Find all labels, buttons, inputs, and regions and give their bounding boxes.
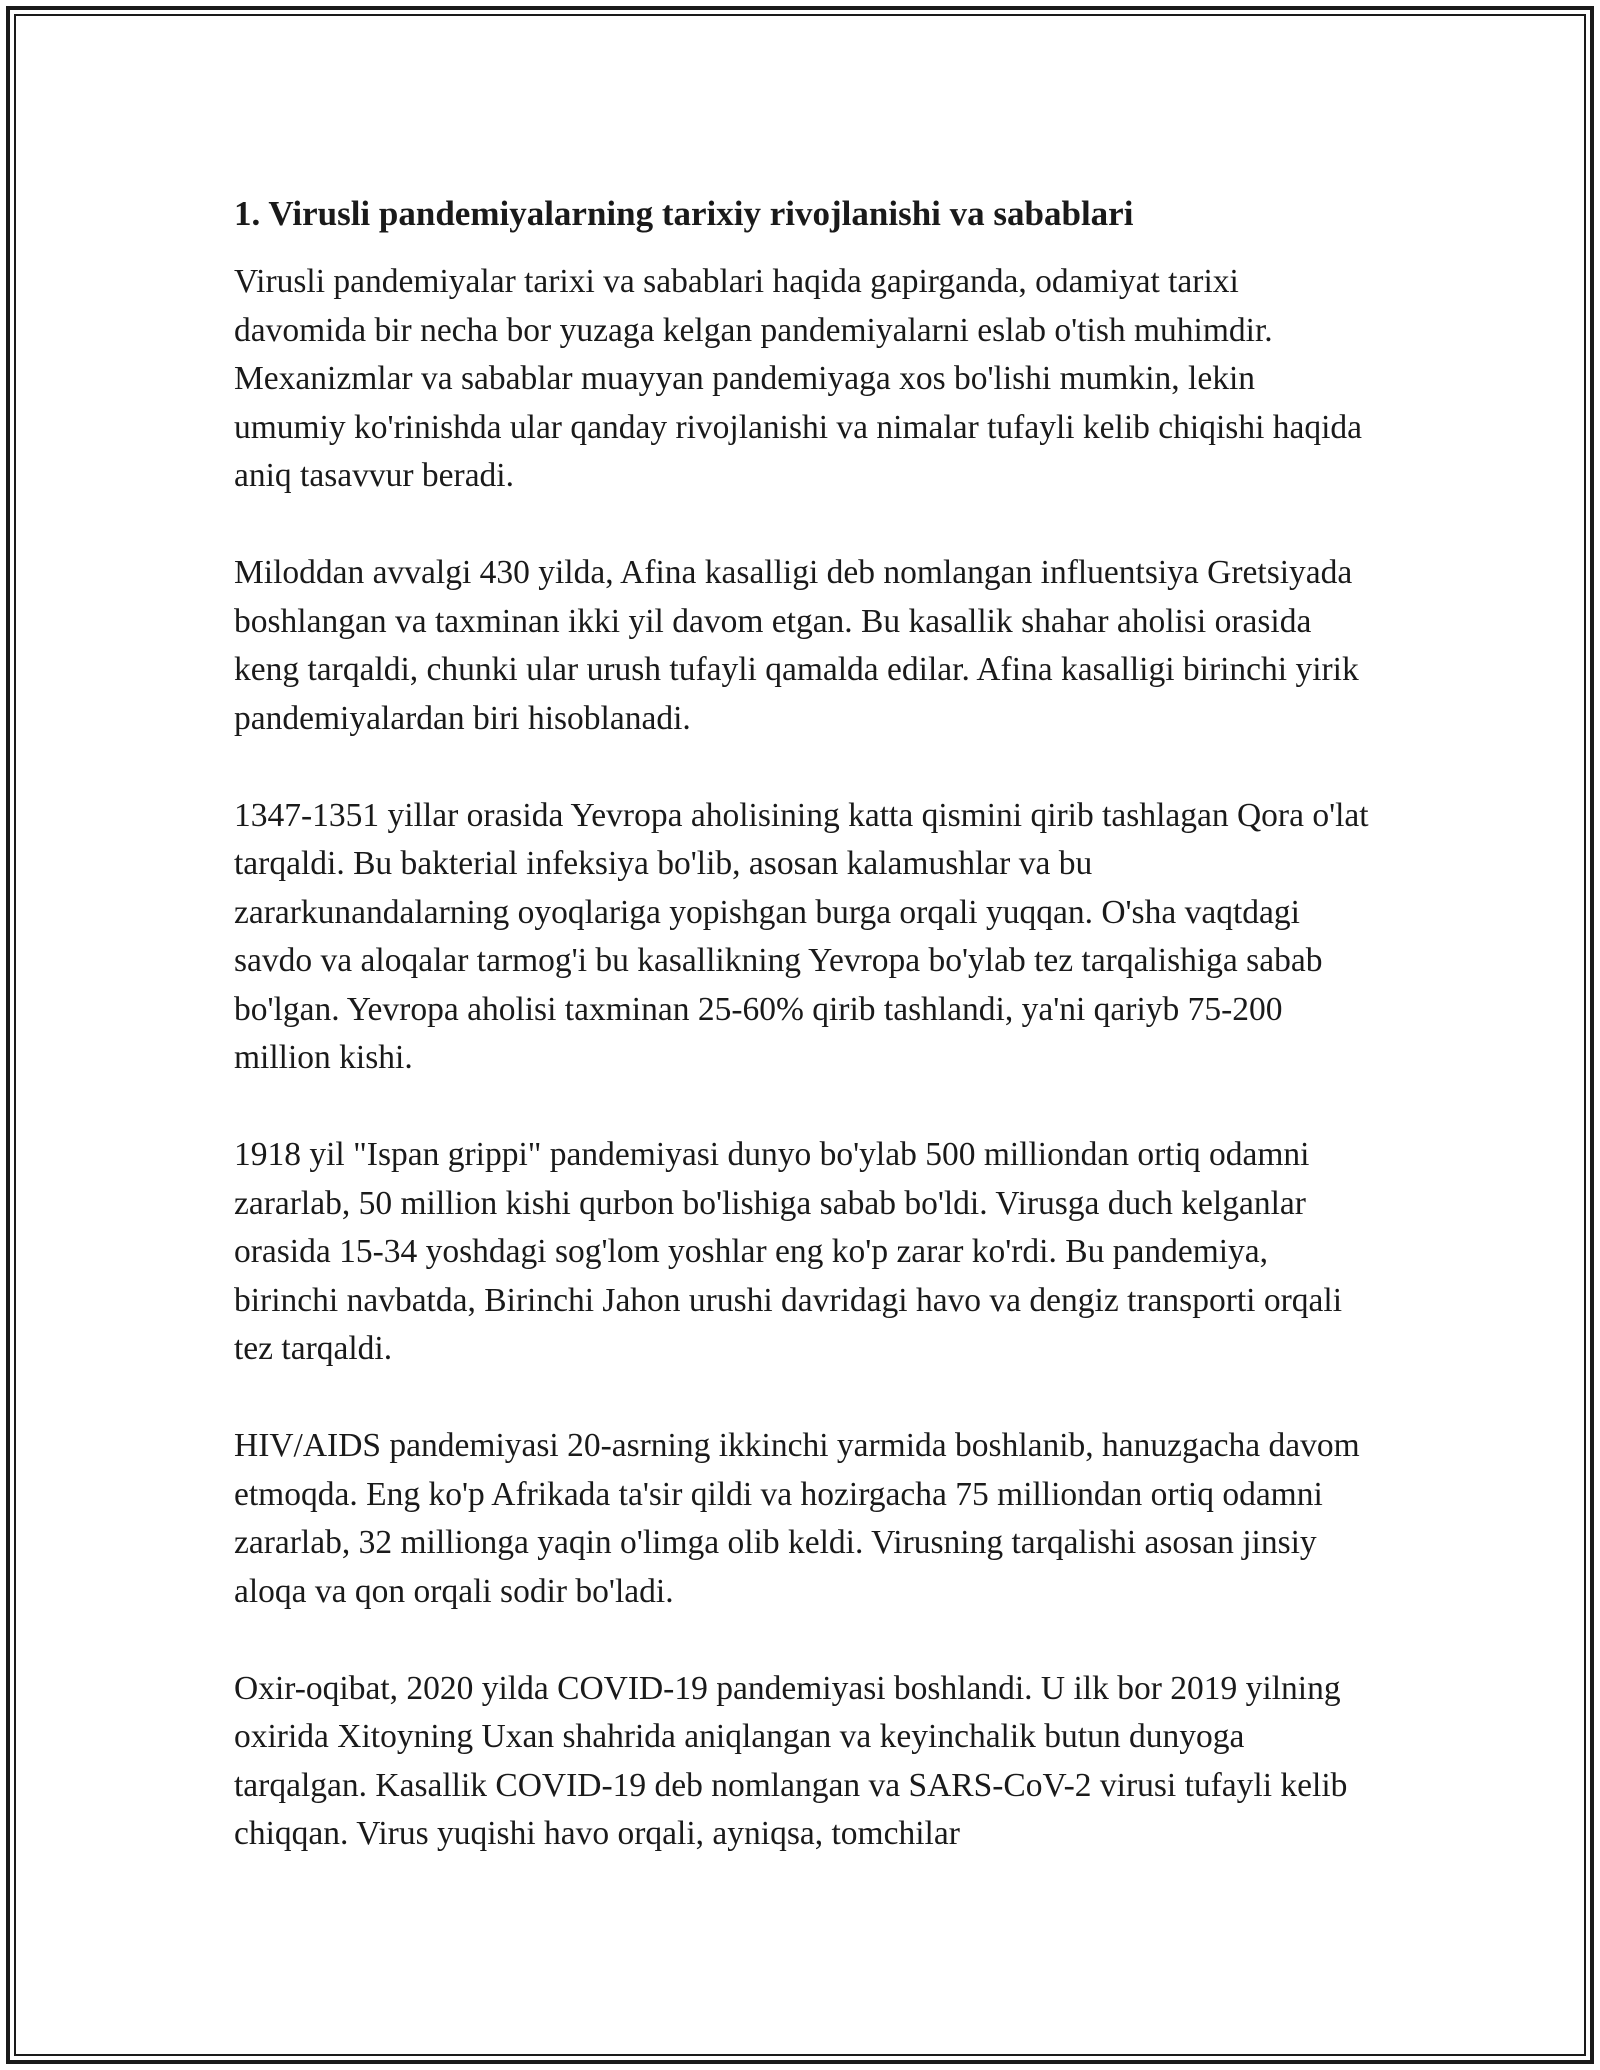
paragraph-hiv-aids: HIV/AIDS pandemiyasi 20-asrning ikkinchi yarmida boshlanib, hanuzgacha davom etmoqda. Eng ko'p Afrikada ta'sir qildi va hozirgacha 75 milliondan ortiq odamni zararlab, 32 millionga yaqin o'limga olib keldi. Virusning tarqalishi asosan jinsiy aloqa va qon orqali sodir bo'ladi. (234, 1427, 1360, 1610)
section-heading: 1. Virusli pandemiyalarning tarixiy rivojlanishi va sabablari (234, 194, 1134, 233)
paragraph-intro: Virusli pandemiyalar tarixi va sabablari haqida gapirganda, odamiyat tarixi davomida bir necha bor yuzaga kelgan pandemiyalarni eslab o'tish muhimdir. Mexanizmlar va sabablar muayyan pandemiyaga xos bo'lishi mumkin, lekin umumiy ko'rinishda ular qanday rivojlanishi va nimalar tufayli kelib chiqishi haqida aniq tasavvur beradi. (234, 263, 1363, 494)
paragraph-black-death: 1347-1351 yillar orasida Yevropa aholisining katta qismini qirib tashlagan Qora o'lat tarqaldi. Bu bakterial infeksiya bo'lib, asosan kalamushlar va bu zararkunandalarning oyoqlariga yopishgan burga orqali yuqqan. O'sha vaqtdagi savdo va aloqalar tarmog'i bu kasallikning Yevropa bo'ylab tez tarqalishiga sabab bo'lgan. Yevropa aholisi taxminan 25-60% qirib tashlandi, ya'ni qariyb 75-200 million kishi. (234, 796, 1369, 1076)
paragraph-athens: Miloddan avvalgi 430 yilda, Afina kasalligi deb nomlangan influentsiya Gretsiyada boshlangan va taxminan ikki yil davom etgan. Bu kasallik shahar aholisi orasida keng tarqaldi, chunki ular urush tufayli qamalda edilar. Afina kasalligi birinchi yirik pandemiyalardan biri hisoblanadi. (234, 554, 1359, 737)
paragraph-spanish-flu: 1918 yil "Ispan grippi" pandemiyasi dunyo bo'ylab 500 milliondan ortiq odamni zararlab, 50 million kishi qurbon bo'lishiga sabab bo'ldi. Virusga duch kelganlar orasida 15-34 yoshdagi sog'lom yoshlar eng ko'p zarar ko'rdi. Bu pandemiya, birinchi navbatda, Birinchi Jahon urushi davridagi havo va dengiz transporti orqali tez tarqaldi. (234, 1136, 1343, 1367)
paragraph-covid-19: Oxir-oqibat, 2020 yilda COVID-19 pandemiyasi boshlandi. U ilk bor 2019 yilning oxirida Xitoyning Uxan shahrida aniqlangan va keyinchalik butun dunyoga tarqalgan. Kasallik COVID-19 deb nomlangan va SARS-CoV-2 virusi tufayli kelib chiqqan. Virus yuqishi havo orqali, ayniqsa, tomchilar (234, 1669, 1348, 1852)
document-body (234, 188, 1374, 1907)
